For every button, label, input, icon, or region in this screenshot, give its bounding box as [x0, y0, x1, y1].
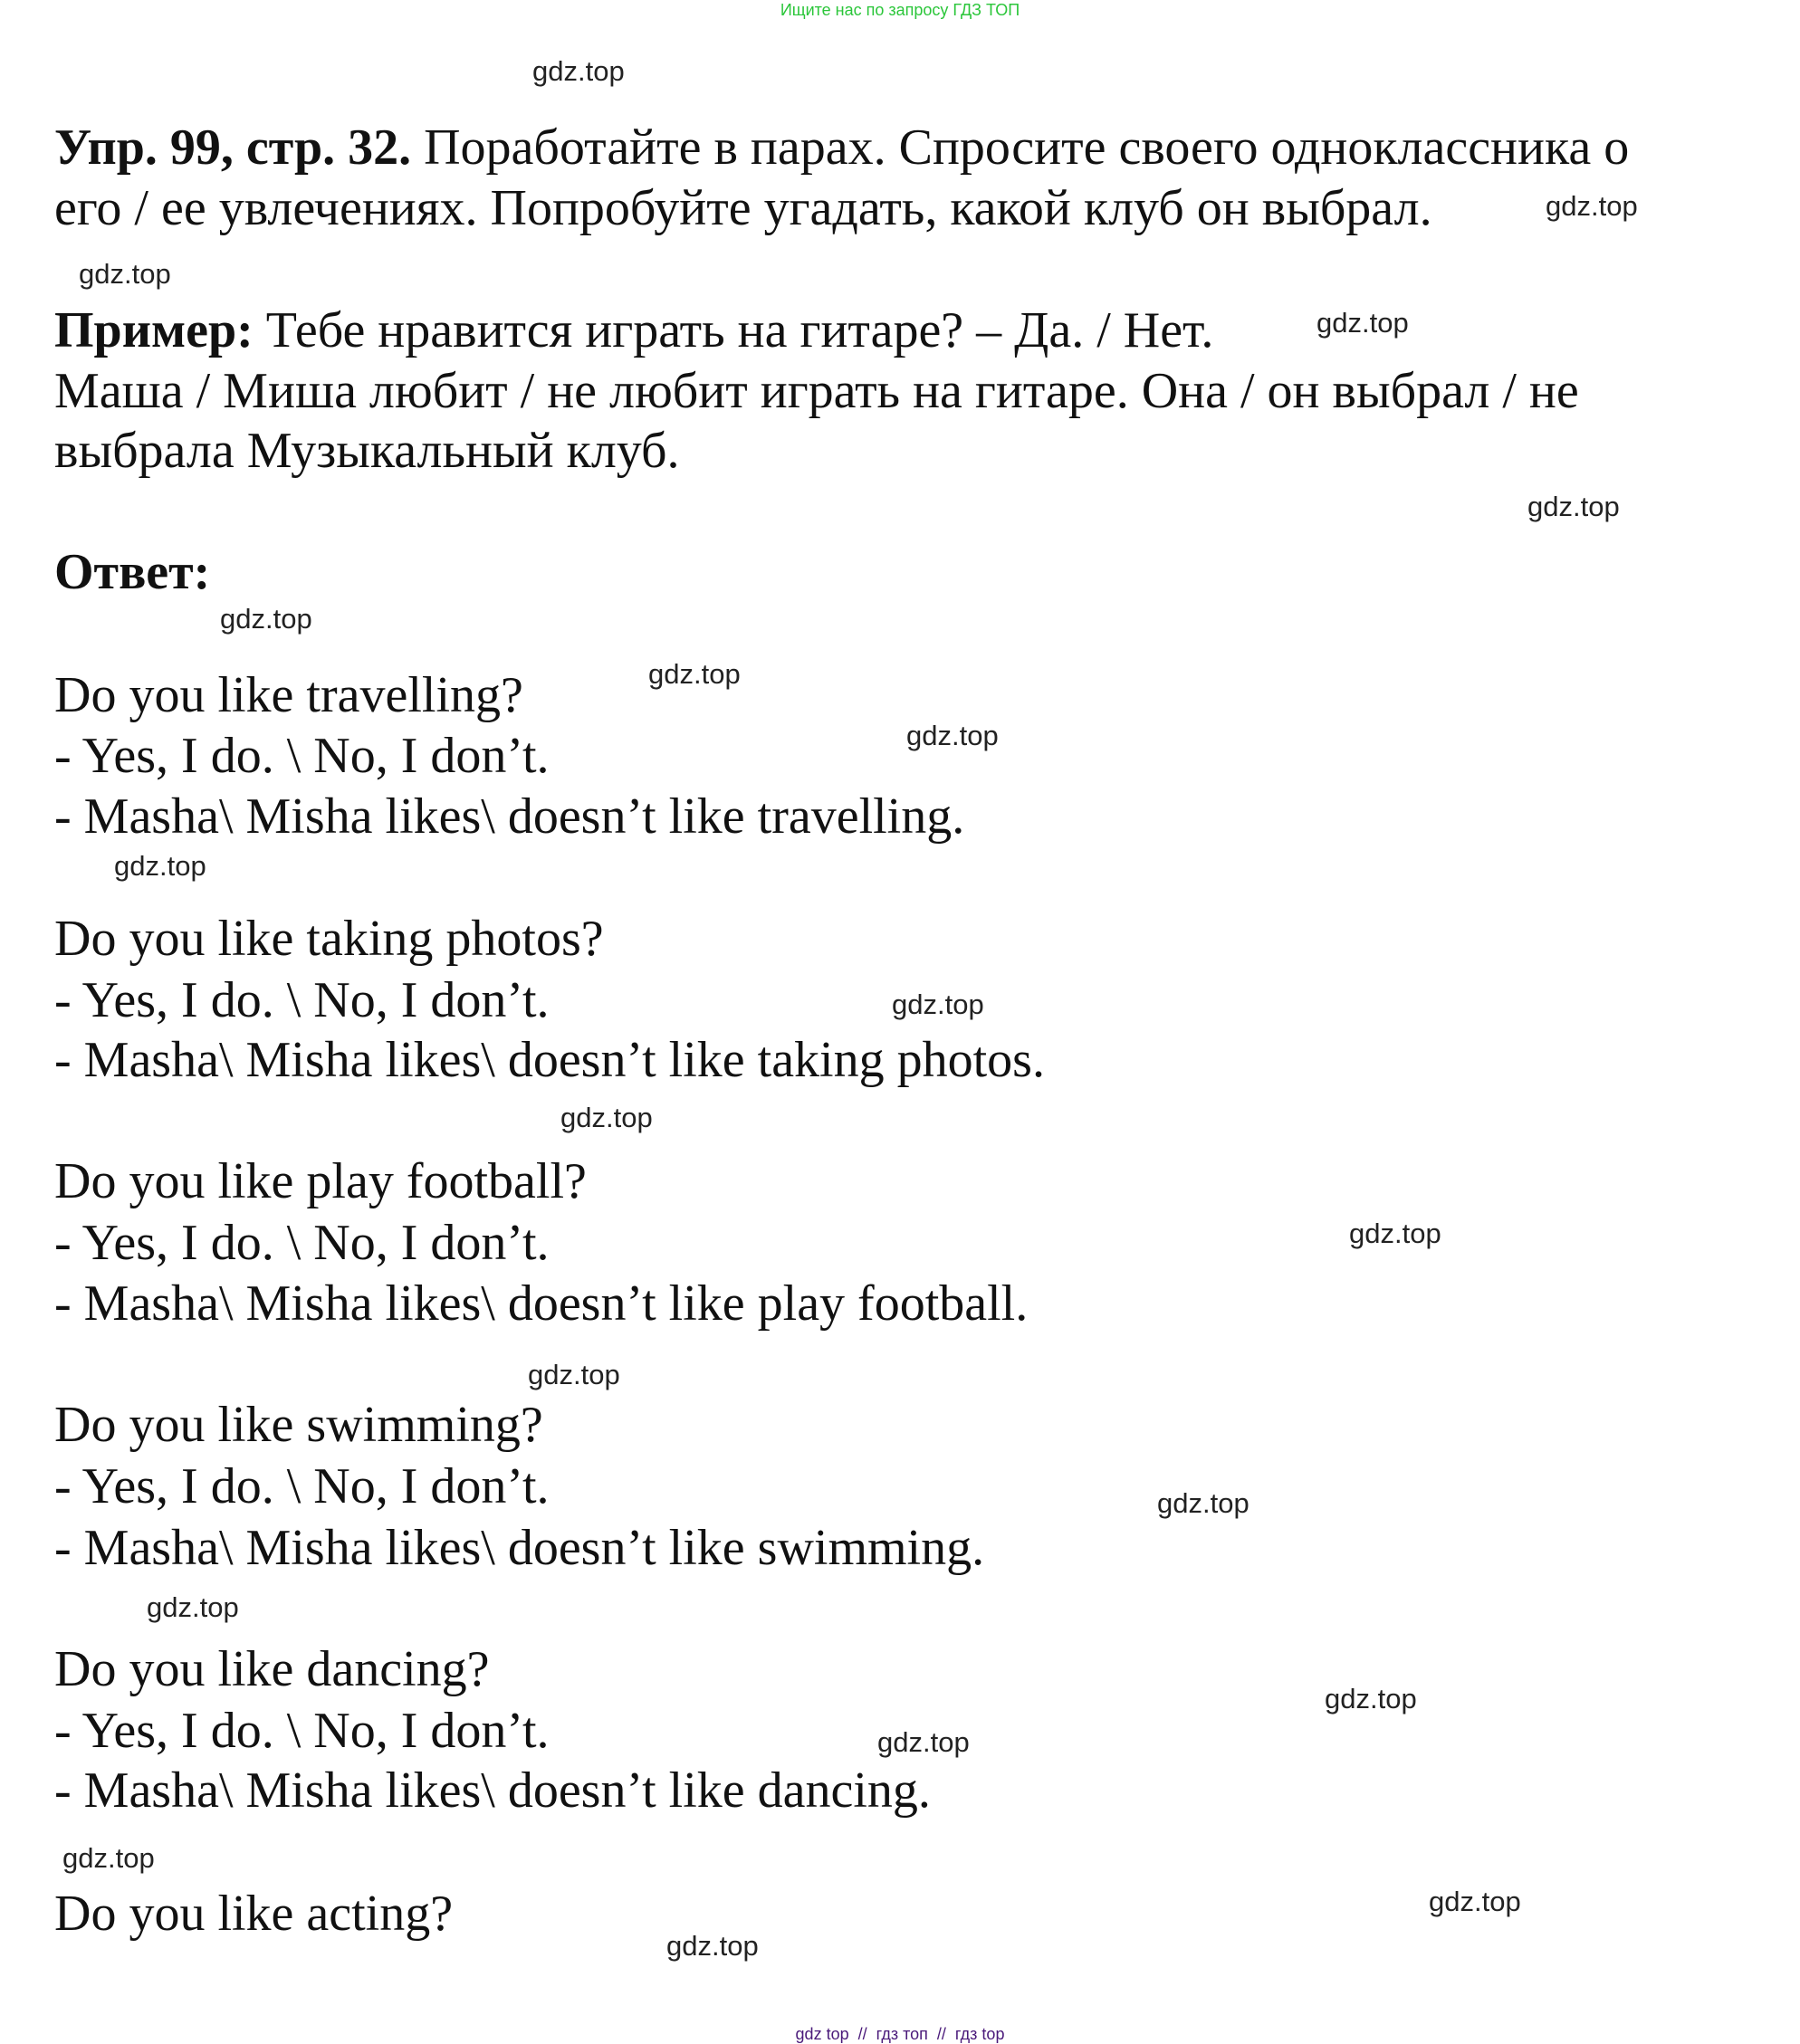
watermark: gdz.top [1157, 1487, 1249, 1519]
bottom-banner[interactable]: gdz top // гдз топ // гдз top [795, 2025, 1005, 2043]
answer-question: Do you like swimming? [54, 1397, 543, 1453]
answer-statement: - Masha\ Misha likes\ doesn’t like swimming. [54, 1520, 985, 1576]
answer-question: Do you like acting? [54, 1886, 454, 1942]
watermark: gdz.top [528, 1359, 620, 1390]
watermark: gdz.top [1429, 1886, 1521, 1917]
example-line-3: выбрала Музыкальный клуб. [54, 423, 680, 479]
watermark: gdz.top [79, 258, 171, 290]
task-text: Поработайте в парах. Спросите своего одноклассника о [411, 119, 1630, 176]
watermark: gdz.top [1316, 307, 1409, 339]
watermark: gdz.top [147, 1591, 239, 1623]
top-banner[interactable]: Ищите нас по запросу ГДЗ ТОП [780, 1, 1020, 19]
answer-reply: - Yes, I do. \ No, I don’t. [54, 1703, 550, 1759]
watermark: gdz.top [62, 1842, 155, 1874]
answer-label: Ответ: [54, 544, 211, 600]
answer-reply: - Yes, I do. \ No, I don’t. [54, 1458, 550, 1514]
watermark: gdz.top [114, 850, 206, 882]
answer-question: Do you like play football? [54, 1153, 587, 1209]
watermark: gdz.top [532, 55, 625, 87]
answer-reply: - Yes, I do. \ No, I don’t. [54, 728, 550, 784]
example-line-2: Маша / Миша любит / не любит играть на гитаре. Она / он выбрал / не [54, 363, 1579, 419]
watermark: gdz.top [1349, 1218, 1441, 1249]
watermark: gdz.top [877, 1726, 970, 1758]
watermark: gdz.top [1527, 491, 1620, 522]
example-text: Тебе нравится играть на гитаре? – Да. / Нет. [253, 302, 1214, 358]
watermark: gdz.top [560, 1102, 653, 1133]
watermark: gdz.top [892, 989, 984, 1020]
example-label: Пример: [54, 302, 254, 358]
answer-question: Do you like taking photos? [54, 911, 604, 967]
answer-statement: - Masha\ Misha likes\ doesn’t like play football. [54, 1275, 1029, 1332]
answer-reply: - Yes, I do. \ No, I don’t. [54, 1215, 550, 1271]
answer-statement: - Masha\ Misha likes\ doesn’t like taking photos. [54, 1032, 1045, 1088]
watermark: gdz.top [1325, 1683, 1417, 1714]
task-line-2: его / ее увлечениях. Попробуйте угадать, какой клуб он выбрал. [54, 180, 1432, 236]
watermark: gdz.top [906, 720, 999, 751]
watermark: gdz.top [648, 658, 741, 690]
task-label: Упр. 99, стр. 32. [54, 119, 412, 176]
watermark: gdz.top [666, 1930, 759, 1962]
answer-statement: - Masha\ Misha likes\ doesn’t like travelling. [54, 788, 965, 845]
answer-statement: - Masha\ Misha likes\ doesn’t like dancing. [54, 1762, 931, 1819]
answer-question: Do you like dancing? [54, 1641, 490, 1697]
example-line-1 [54, 301, 1213, 360]
watermark: gdz.top [1546, 190, 1638, 222]
answer-question: Do you like travelling? [54, 667, 523, 723]
answer-reply: - Yes, I do. \ No, I don’t. [54, 972, 550, 1028]
task-line-1 [54, 118, 1629, 177]
watermark: gdz.top [220, 603, 312, 635]
